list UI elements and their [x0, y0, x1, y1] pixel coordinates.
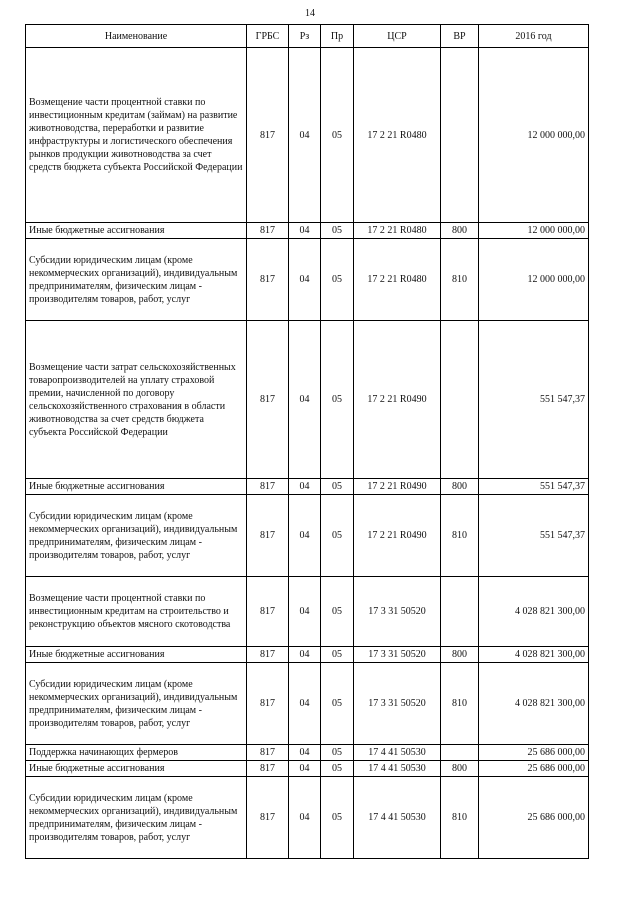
table-row — [26, 239, 589, 321]
cell-name: Иные бюджетные ассигнования — [26, 479, 247, 495]
cell-rz: 04 — [289, 663, 321, 745]
cell-name: Возмещение части затрат сельскохозяйственных товаропроизводителей на уплату страховой премии, начисленной по договору сельскохозяйственного страхования в области животноводства за счет средств бюджета субъекта Российской Федерации — [26, 321, 247, 479]
cell-pr: 05 — [321, 48, 354, 223]
cell-sum: 12 000 000,00 — [479, 239, 589, 321]
header-name: Наименование — [26, 25, 247, 48]
cell-name: Иные бюджетные ассигнования — [26, 761, 247, 777]
cell-vr: 810 — [441, 777, 479, 859]
cell-sum: 25 686 000,00 — [479, 777, 589, 859]
cell-csr: 17 2 21 R0490 — [354, 321, 441, 479]
cell-csr: 17 2 21 R0480 — [354, 223, 441, 239]
cell-sum: 25 686 000,00 — [479, 745, 589, 761]
cell-grbs: 817 — [247, 663, 289, 745]
cell-name: Возмещение части процентной ставки по инвестиционным кредитам (займам) на развитие животноводства, переработки и развитие инфраструктуры и логистического обеспечения рынков продукции животноводства за счет средств бюджета субъекта Российской Федерации — [26, 48, 247, 223]
cell-pr: 05 — [321, 745, 354, 761]
page-number: 14 — [305, 8, 315, 19]
cell-pr: 05 — [321, 495, 354, 577]
cell-name: Субсидии юридическим лицам (кроме некоммерческих организаций), индивидуальным предпринимателям, физическим лицам - производителям товаров, работ, услуг — [26, 663, 247, 745]
header-csr: ЦСР — [354, 25, 441, 48]
cell-name: Иные бюджетные ассигнования — [26, 647, 247, 663]
cell-rz: 04 — [289, 48, 321, 223]
cell-grbs: 817 — [247, 577, 289, 647]
cell-csr: 17 4 41 50530 — [354, 745, 441, 761]
cell-rz: 04 — [289, 479, 321, 495]
table-row — [26, 577, 589, 647]
cell-vr — [441, 745, 479, 761]
cell-vr: 810 — [441, 495, 479, 577]
table-row — [26, 495, 589, 577]
cell-csr: 17 4 41 50530 — [354, 761, 441, 777]
cell-rz: 04 — [289, 577, 321, 647]
cell-grbs: 817 — [247, 777, 289, 859]
cell-csr: 17 3 31 50520 — [354, 663, 441, 745]
cell-pr: 05 — [321, 761, 354, 777]
table-row — [26, 777, 589, 859]
cell-vr: 800 — [441, 647, 479, 663]
cell-csr: 17 4 41 50530 — [354, 777, 441, 859]
cell-sum: 25 686 000,00 — [479, 761, 589, 777]
cell-grbs: 817 — [247, 479, 289, 495]
cell-name: Субсидии юридическим лицам (кроме некоммерческих организаций), индивидуальным предпринимателям, физическим лицам - производителям товаров, работ, услуг — [26, 239, 247, 321]
cell-rz: 04 — [289, 495, 321, 577]
cell-rz: 04 — [289, 745, 321, 761]
cell-pr: 05 — [321, 577, 354, 647]
header-vr: ВР — [441, 25, 479, 48]
cell-csr: 17 2 21 R0480 — [354, 239, 441, 321]
cell-rz: 04 — [289, 761, 321, 777]
cell-rz: 04 — [289, 223, 321, 239]
cell-name: Иные бюджетные ассигнования — [26, 223, 247, 239]
cell-sum: 12 000 000,00 — [479, 223, 589, 239]
cell-vr: 800 — [441, 223, 479, 239]
cell-csr: 17 2 21 R0490 — [354, 495, 441, 577]
cell-csr: 17 3 31 50520 — [354, 577, 441, 647]
table-row — [26, 647, 589, 663]
header-pr: Пр — [321, 25, 354, 48]
cell-name: Поддержка начинающих фермеров — [26, 745, 247, 761]
header-grbs: ГРБС — [247, 25, 289, 48]
cell-sum: 4 028 821 300,00 — [479, 663, 589, 745]
cell-rz: 04 — [289, 321, 321, 479]
cell-sum: 4 028 821 300,00 — [479, 647, 589, 663]
cell-grbs: 817 — [247, 239, 289, 321]
cell-rz: 04 — [289, 777, 321, 859]
cell-grbs: 817 — [247, 495, 289, 577]
header-row — [26, 25, 589, 48]
cell-pr: 05 — [321, 777, 354, 859]
cell-csr: 17 2 21 R0480 — [354, 48, 441, 223]
cell-pr: 05 — [321, 479, 354, 495]
cell-rz: 04 — [289, 647, 321, 663]
budget-table — [25, 24, 589, 859]
table-row — [26, 479, 589, 495]
cell-grbs: 817 — [247, 321, 289, 479]
cell-grbs: 817 — [247, 223, 289, 239]
cell-vr: 810 — [441, 239, 479, 321]
cell-sum: 4 028 821 300,00 — [479, 577, 589, 647]
cell-csr: 17 3 31 50520 — [354, 647, 441, 663]
cell-sum: 551 547,37 — [479, 495, 589, 577]
cell-sum: 551 547,37 — [479, 479, 589, 495]
table-row — [26, 745, 589, 761]
cell-sum: 551 547,37 — [479, 321, 589, 479]
cell-pr: 05 — [321, 239, 354, 321]
cell-name: Субсидии юридическим лицам (кроме некоммерческих организаций), индивидуальным предпринимателям, физическим лицам - производителям товаров, работ, услуг — [26, 777, 247, 859]
cell-grbs: 817 — [247, 761, 289, 777]
cell-vr — [441, 48, 479, 223]
table-row — [26, 223, 589, 239]
cell-vr: 800 — [441, 479, 479, 495]
cell-name: Субсидии юридическим лицам (кроме некоммерческих организаций), индивидуальным предпринимателям, физическим лицам - производителям товаров, работ, услуг — [26, 495, 247, 577]
cell-pr: 05 — [321, 223, 354, 239]
table-row — [26, 761, 589, 777]
cell-vr: 810 — [441, 663, 479, 745]
cell-pr: 05 — [321, 647, 354, 663]
cell-grbs: 817 — [247, 647, 289, 663]
header-sum: 2016 год — [479, 25, 589, 48]
cell-csr: 17 2 21 R0490 — [354, 479, 441, 495]
cell-grbs: 817 — [247, 745, 289, 761]
cell-sum: 12 000 000,00 — [479, 48, 589, 223]
header-rz: Рз — [289, 25, 321, 48]
cell-pr: 05 — [321, 663, 354, 745]
cell-vr — [441, 577, 479, 647]
table-row — [26, 321, 589, 479]
cell-grbs: 817 — [247, 48, 289, 223]
cell-vr — [441, 321, 479, 479]
table-row — [26, 663, 589, 745]
cell-pr: 05 — [321, 321, 354, 479]
cell-vr: 800 — [441, 761, 479, 777]
cell-name: Возмещение части процентной ставки по инвестиционным кредитам на строительство и реконструкцию объектов мясного скотоводства — [26, 577, 247, 647]
table-row — [26, 48, 589, 223]
cell-rz: 04 — [289, 239, 321, 321]
